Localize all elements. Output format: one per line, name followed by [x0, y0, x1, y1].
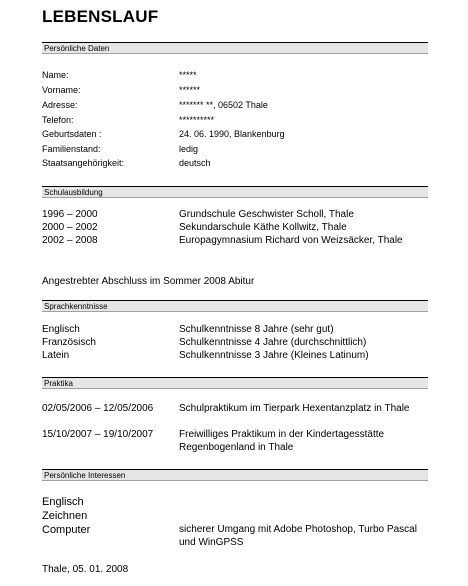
value-phone: **********: [179, 115, 215, 125]
internship-period: 02/05/2006 – 12/05/2006: [42, 403, 154, 414]
internship-description: Freiwilliges Praktikum in der Kindertagesstätte Regenbogenland in Thale: [179, 429, 385, 453]
label-firstname: Vorname:: [42, 85, 81, 95]
value-firstname: ******: [179, 85, 201, 95]
value-marital: ledig: [179, 144, 199, 154]
school-period: 1996 – 2000: [42, 209, 98, 220]
school-goal: Angestrebter Abschluss im Sommer 2008 Abitur: [42, 276, 255, 287]
label-name: Name:: [42, 70, 69, 80]
language-name: Latein: [42, 350, 70, 361]
label-phone: Telefon:: [42, 115, 74, 125]
section-heading-school: Schulausbildung: [44, 188, 103, 197]
interest-computer-value: sicherer Umgang mit Adobe Photoshop, Turbo Pascal und WinGPSS: [179, 524, 417, 548]
interest-computer-label: Computer: [42, 524, 91, 536]
label-marital: Familienstand:: [42, 144, 101, 154]
label-birth: Geburtsdaten :: [42, 129, 102, 139]
language-name: Französisch: [42, 337, 96, 348]
school-name: Sekundarschule Käthe Kollwitz, Thale: [179, 222, 347, 233]
value-name: *****: [179, 70, 197, 80]
label-nationality: Staatsangehörigkeit:: [42, 158, 125, 168]
section-header-internships: [42, 377, 428, 388]
school-name: Europagymnasium Richard von Weizsäcker, Thale: [179, 235, 403, 246]
section-heading-personal: Persönliche Daten: [44, 44, 110, 53]
language-level: Schulkenntnisse 4 Jahre (durchschnittlich): [179, 337, 367, 348]
value-birth: 24. 06. 1990, Blankenburg: [179, 129, 285, 139]
document-title: LEBENSLAUF: [42, 7, 159, 26]
value-nationality: deutsch: [179, 158, 211, 168]
interest-item-english: Englisch: [42, 496, 84, 508]
section-heading-internships: Praktika: [44, 379, 73, 388]
section-header-school: [42, 186, 428, 197]
label-address: Adresse:: [42, 100, 78, 110]
internship-description: Schulpraktikum im Tierpark Hexentanzplatz in Thale: [179, 403, 410, 414]
school-period: 2000 – 2002: [42, 222, 98, 233]
section-header-personal: [42, 42, 428, 53]
school-period: 2002 – 2008: [42, 235, 98, 246]
value-address: ******* **, 06502 Thale: [179, 100, 268, 110]
language-level: Schulkenntnisse 8 Jahre (sehr gut): [179, 324, 334, 335]
section-heading-interests: Persönliche Interessen: [44, 471, 126, 480]
section-header-interests: [42, 469, 428, 480]
interest-item-drawing: Zeichnen: [42, 510, 88, 522]
footer-place-date: Thale, 05. 01. 2008: [42, 564, 129, 575]
language-level: Schulkenntnisse 3 Jahre (Kleines Latinum): [179, 350, 369, 361]
language-name: Englisch: [42, 324, 80, 335]
internship-period: 15/10/2007 – 19/10/2007: [42, 429, 154, 440]
school-name: Grundschule Geschwister Scholl, Thale: [179, 209, 354, 220]
section-heading-languages: Sprachkenntnisse: [44, 302, 108, 311]
section-header-languages: [42, 300, 428, 311]
